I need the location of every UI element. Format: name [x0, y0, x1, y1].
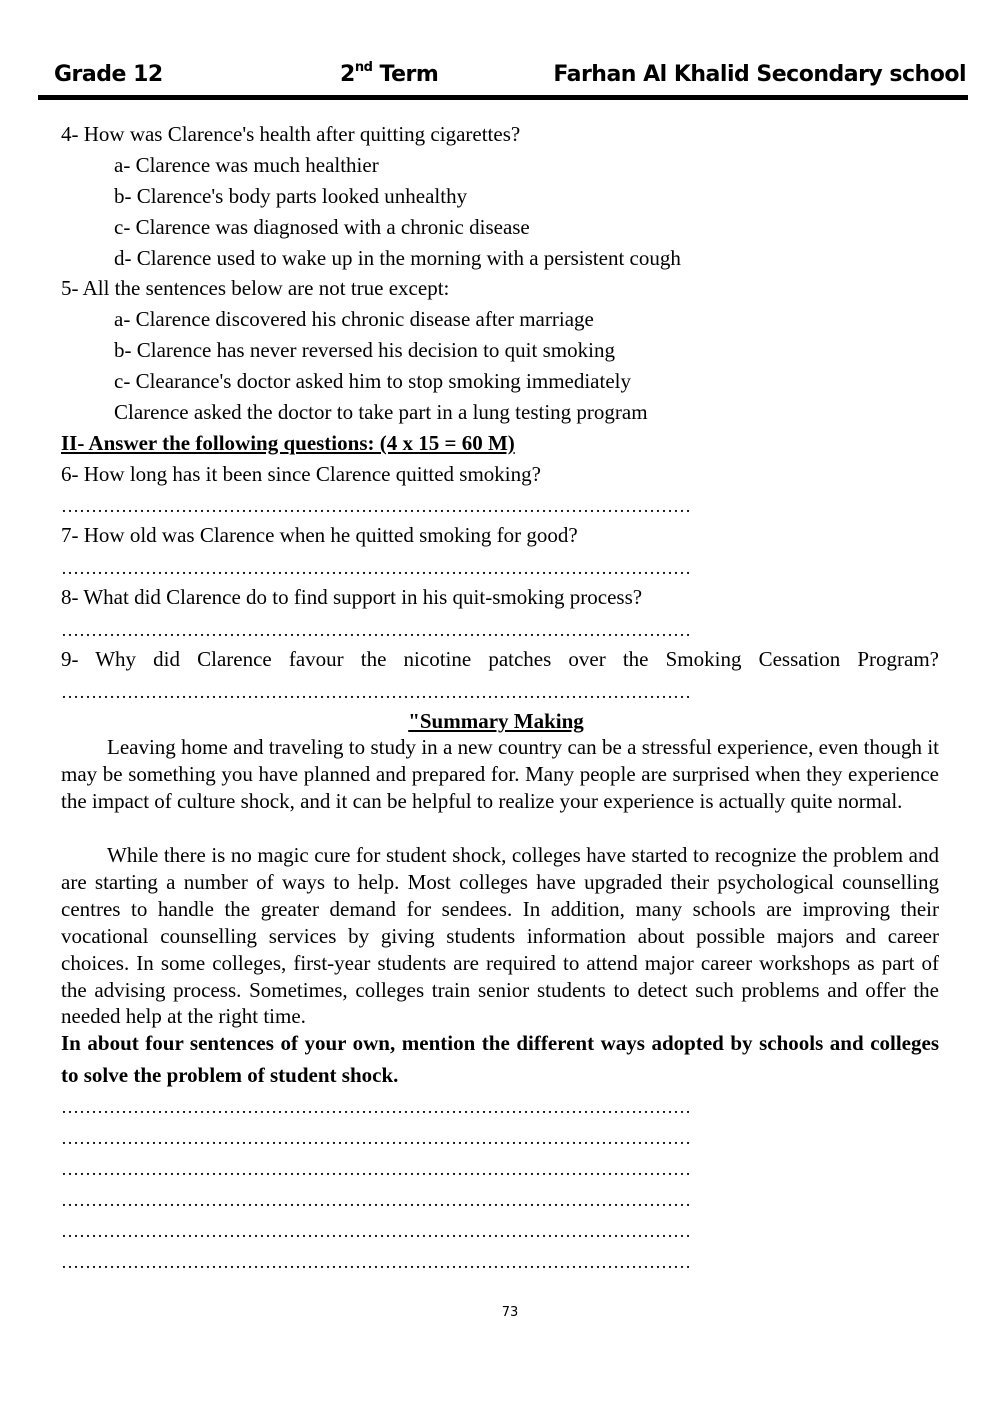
- term-label: [340, 62, 438, 87]
- question-5-option-d[interactable]: Clarence asked the doctor to take part in a lung testing program: [114, 400, 648, 424]
- question-7: 7- How old was Clarence when he quitted smoking for good?: [61, 523, 578, 547]
- summary-answer-line-6[interactable]: ……………………………………………………………………………………………: [61, 1252, 691, 1272]
- summary-paragraph-1: Leaving home and traveling to study in a new country can be a stressful experience, even though it may be something you have planned and prepared for. Many people are surprised when they experience the impact of culture shock, and it can be helpful to realize your experience is actually quite normal.: [61, 735, 939, 813]
- answer-line-9[interactable]: ……………………………………………………………………………………………: [61, 682, 691, 702]
- question-5-option-a[interactable]: a- Clarence discovered his chronic disease after marriage: [114, 307, 594, 331]
- question-5: 5- All the sentences below are not true except:: [61, 276, 450, 300]
- page-header: [40, 60, 968, 100]
- answer-line-8[interactable]: ……………………………………………………………………………………………: [61, 620, 691, 640]
- page-number: 73: [501, 1305, 519, 1320]
- term-suffix: nd: [354, 60, 373, 75]
- question-6: 6- How long has it been since Clarence quitted smoking?: [61, 462, 541, 486]
- answer-line-6[interactable]: ……………………………………………………………………………………………: [61, 496, 691, 516]
- grade-label: Grade 12: [54, 62, 163, 87]
- summary-answer-line-2[interactable]: ……………………………………………………………………………………………: [61, 1128, 691, 1148]
- question-5-option-b[interactable]: b- Clarence has never reversed his decision to quit smoking: [114, 338, 615, 362]
- summary-answer-line-1[interactable]: ……………………………………………………………………………………………: [61, 1097, 691, 1117]
- summary-answer-line-5[interactable]: ……………………………………………………………………………………………: [61, 1221, 691, 1241]
- summary-paragraph-2: While there is no magic cure for student shock, colleges have started to recognize the problem and are starting a number of ways to help. Most colleges have upgraded their psychological counselling centres to handle the greater demand for sendees. In addition, many schools are improving their vocational counselling services by giving students information about possible majors and career choices. In some colleges, first-year students are required to attend major career workshops as part of the advising process. Sometimes, colleges train senior students to detect such problems and offer the needed help at the right time.: [61, 843, 939, 1029]
- question-4-option-a[interactable]: a- Clarence was much healthier: [114, 153, 379, 177]
- term-number: 2: [340, 62, 355, 87]
- summary-answer-line-4[interactable]: ……………………………………………………………………………………………: [61, 1190, 691, 1210]
- answer-line-7[interactable]: ……………………………………………………………………………………………: [61, 558, 691, 578]
- school-name: Farhan Al Khalid Secondary school: [553, 62, 966, 87]
- summary-answer-line-3[interactable]: ……………………………………………………………………………………………: [61, 1159, 691, 1179]
- term-word: Term: [372, 62, 439, 87]
- header-divider: [38, 95, 968, 100]
- question-9: 9- Why did Clarence favour the nicotine patches over the Smoking Cessation Program?: [61, 647, 939, 671]
- summary-instruction: In about four sentences of your own, mention the different ways adopted by schools and colleges to solve the problem of student shock.: [61, 1031, 939, 1087]
- question-8: 8- What did Clarence do to find support in his quit-smoking process?: [61, 585, 643, 609]
- question-4-option-d[interactable]: d- Clarence used to wake up in the morning with a persistent cough: [114, 246, 681, 270]
- summary-title: "Summary Making: [408, 709, 584, 733]
- question-4-option-c[interactable]: c- Clarence was diagnosed with a chronic disease: [114, 215, 530, 239]
- question-4-option-b[interactable]: b- Clarence's body parts looked unhealthy: [114, 184, 468, 208]
- question-5-option-c[interactable]: c- Clearance's doctor asked him to stop smoking immediately: [114, 369, 631, 393]
- section-2-heading: II- Answer the following questions: (4 x 15 = 60 M): [61, 431, 515, 455]
- question-4: 4- How was Clarence's health after quitting cigarettes?: [61, 122, 521, 146]
